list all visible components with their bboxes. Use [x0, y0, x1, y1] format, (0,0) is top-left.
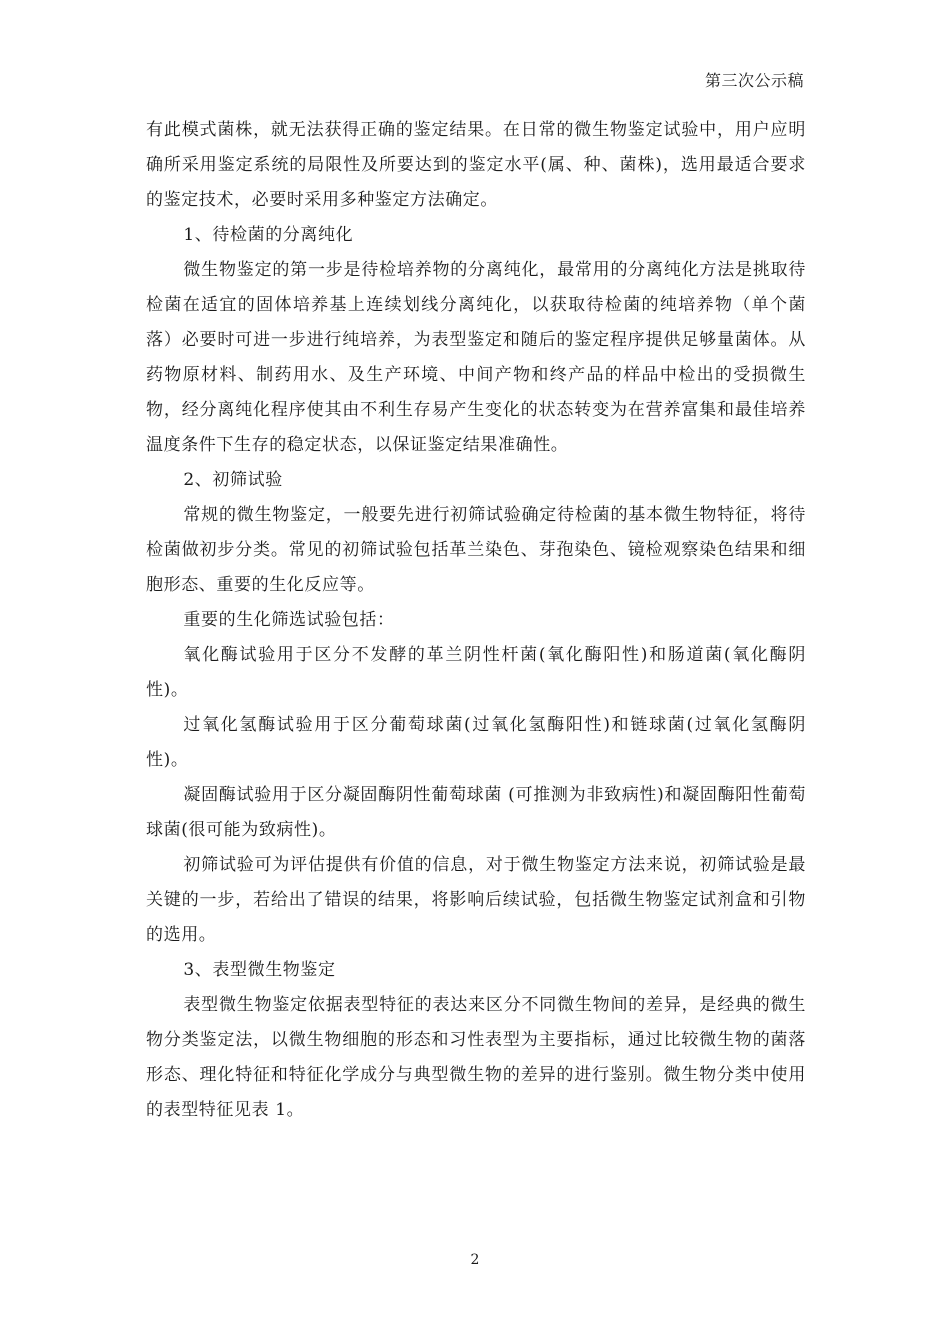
draft-status-note: 第三次公示稿 [704, 71, 804, 90]
paragraph-coagulase: 凝固酶试验用于区分凝固酶阴性葡萄球菌 (可推测为非致病性)和凝固酶阳性葡萄球菌(很可能为致病性)。 [146, 785, 806, 840]
paragraph-isolation: 微生物鉴定的第一步是待检培养物的分离纯化，最常用的分离纯化方法是挑取待检菌在适宜的固体培养基上连续划线分离纯化，以获取待检菌的纯培养物（单个菌落）必要时可进一步进行纯培养，为表型鉴定和随后的鉴定程序提供足够量菌体。从药物原材料、制药用水、及生产环境、中间产物和终产品的样品中检出的受损微生物，经分离纯化程序使其由不利生存易产生变化的状态转变为在营养富集和最佳培养温度条件下生存的稳定状态，以保证鉴定结果准确性。 [146, 260, 806, 455]
section-heading-phenotypic: 3、表型微生物鉴定 [183, 960, 336, 980]
page-number: 2 [470, 1252, 480, 1268]
section-heading-screening: 2、初筛试验 [183, 470, 283, 490]
section-heading-isolation: 1、待检菌的分离纯化 [183, 225, 354, 245]
paragraph-screening-value: 初筛试验可为评估提供有价值的信息，对于微生物鉴定方法来说，初筛试验是最关键的一步，若给出了错误的结果，将影响后续试验，包括微生物鉴定试剂盒和引物的选用。 [146, 855, 806, 945]
paragraph-catalase: 过氧化氢酶试验用于区分葡萄球菌(过氧化氢酶阳性)和链球菌(过氧化氢酶阴性)。 [146, 715, 806, 770]
paragraph-screening: 常规的微生物鉴定，一般要先进行初筛试验确定待检菌的基本微生物特征，将待检菌做初步分类。常见的初筛试验包括革兰染色、芽孢染色、镜检观察染色结果和细胞形态、重要的生化反应等。 [146, 505, 806, 595]
paragraph-phenotypic: 表型微生物鉴定依据表型特征的表达来区分不同微生物间的差异，是经典的微生物分类鉴定法，以微生物细胞的形态和习性表型为主要指标，通过比较微生物的菌落形态、理化特征和特征化学成分与典型微生物的差异的进行鉴别。微生物分类中使用的表型特征见表 1。 [146, 995, 806, 1120]
paragraph-oxidase: 氧化酶试验用于区分不发酵的革兰阴性杆菌(氧化酶阳性)和肠道菌(氧化酶阴性)。 [146, 645, 806, 700]
document-body [146, 113, 806, 1128]
paragraph-continuation: 有此模式菌株，就无法获得正确的鉴定结果。在日常的微生物鉴定试验中，用户应明确所采用鉴定系统的局限性及所要达到的鉴定水平(属、种、菌株)，选用最适合要求的鉴定技术，必要时采用多种鉴定方法确定。 [146, 120, 806, 210]
paragraph-biochem-intro: 重要的生化筛选试验包括： [183, 610, 395, 630]
